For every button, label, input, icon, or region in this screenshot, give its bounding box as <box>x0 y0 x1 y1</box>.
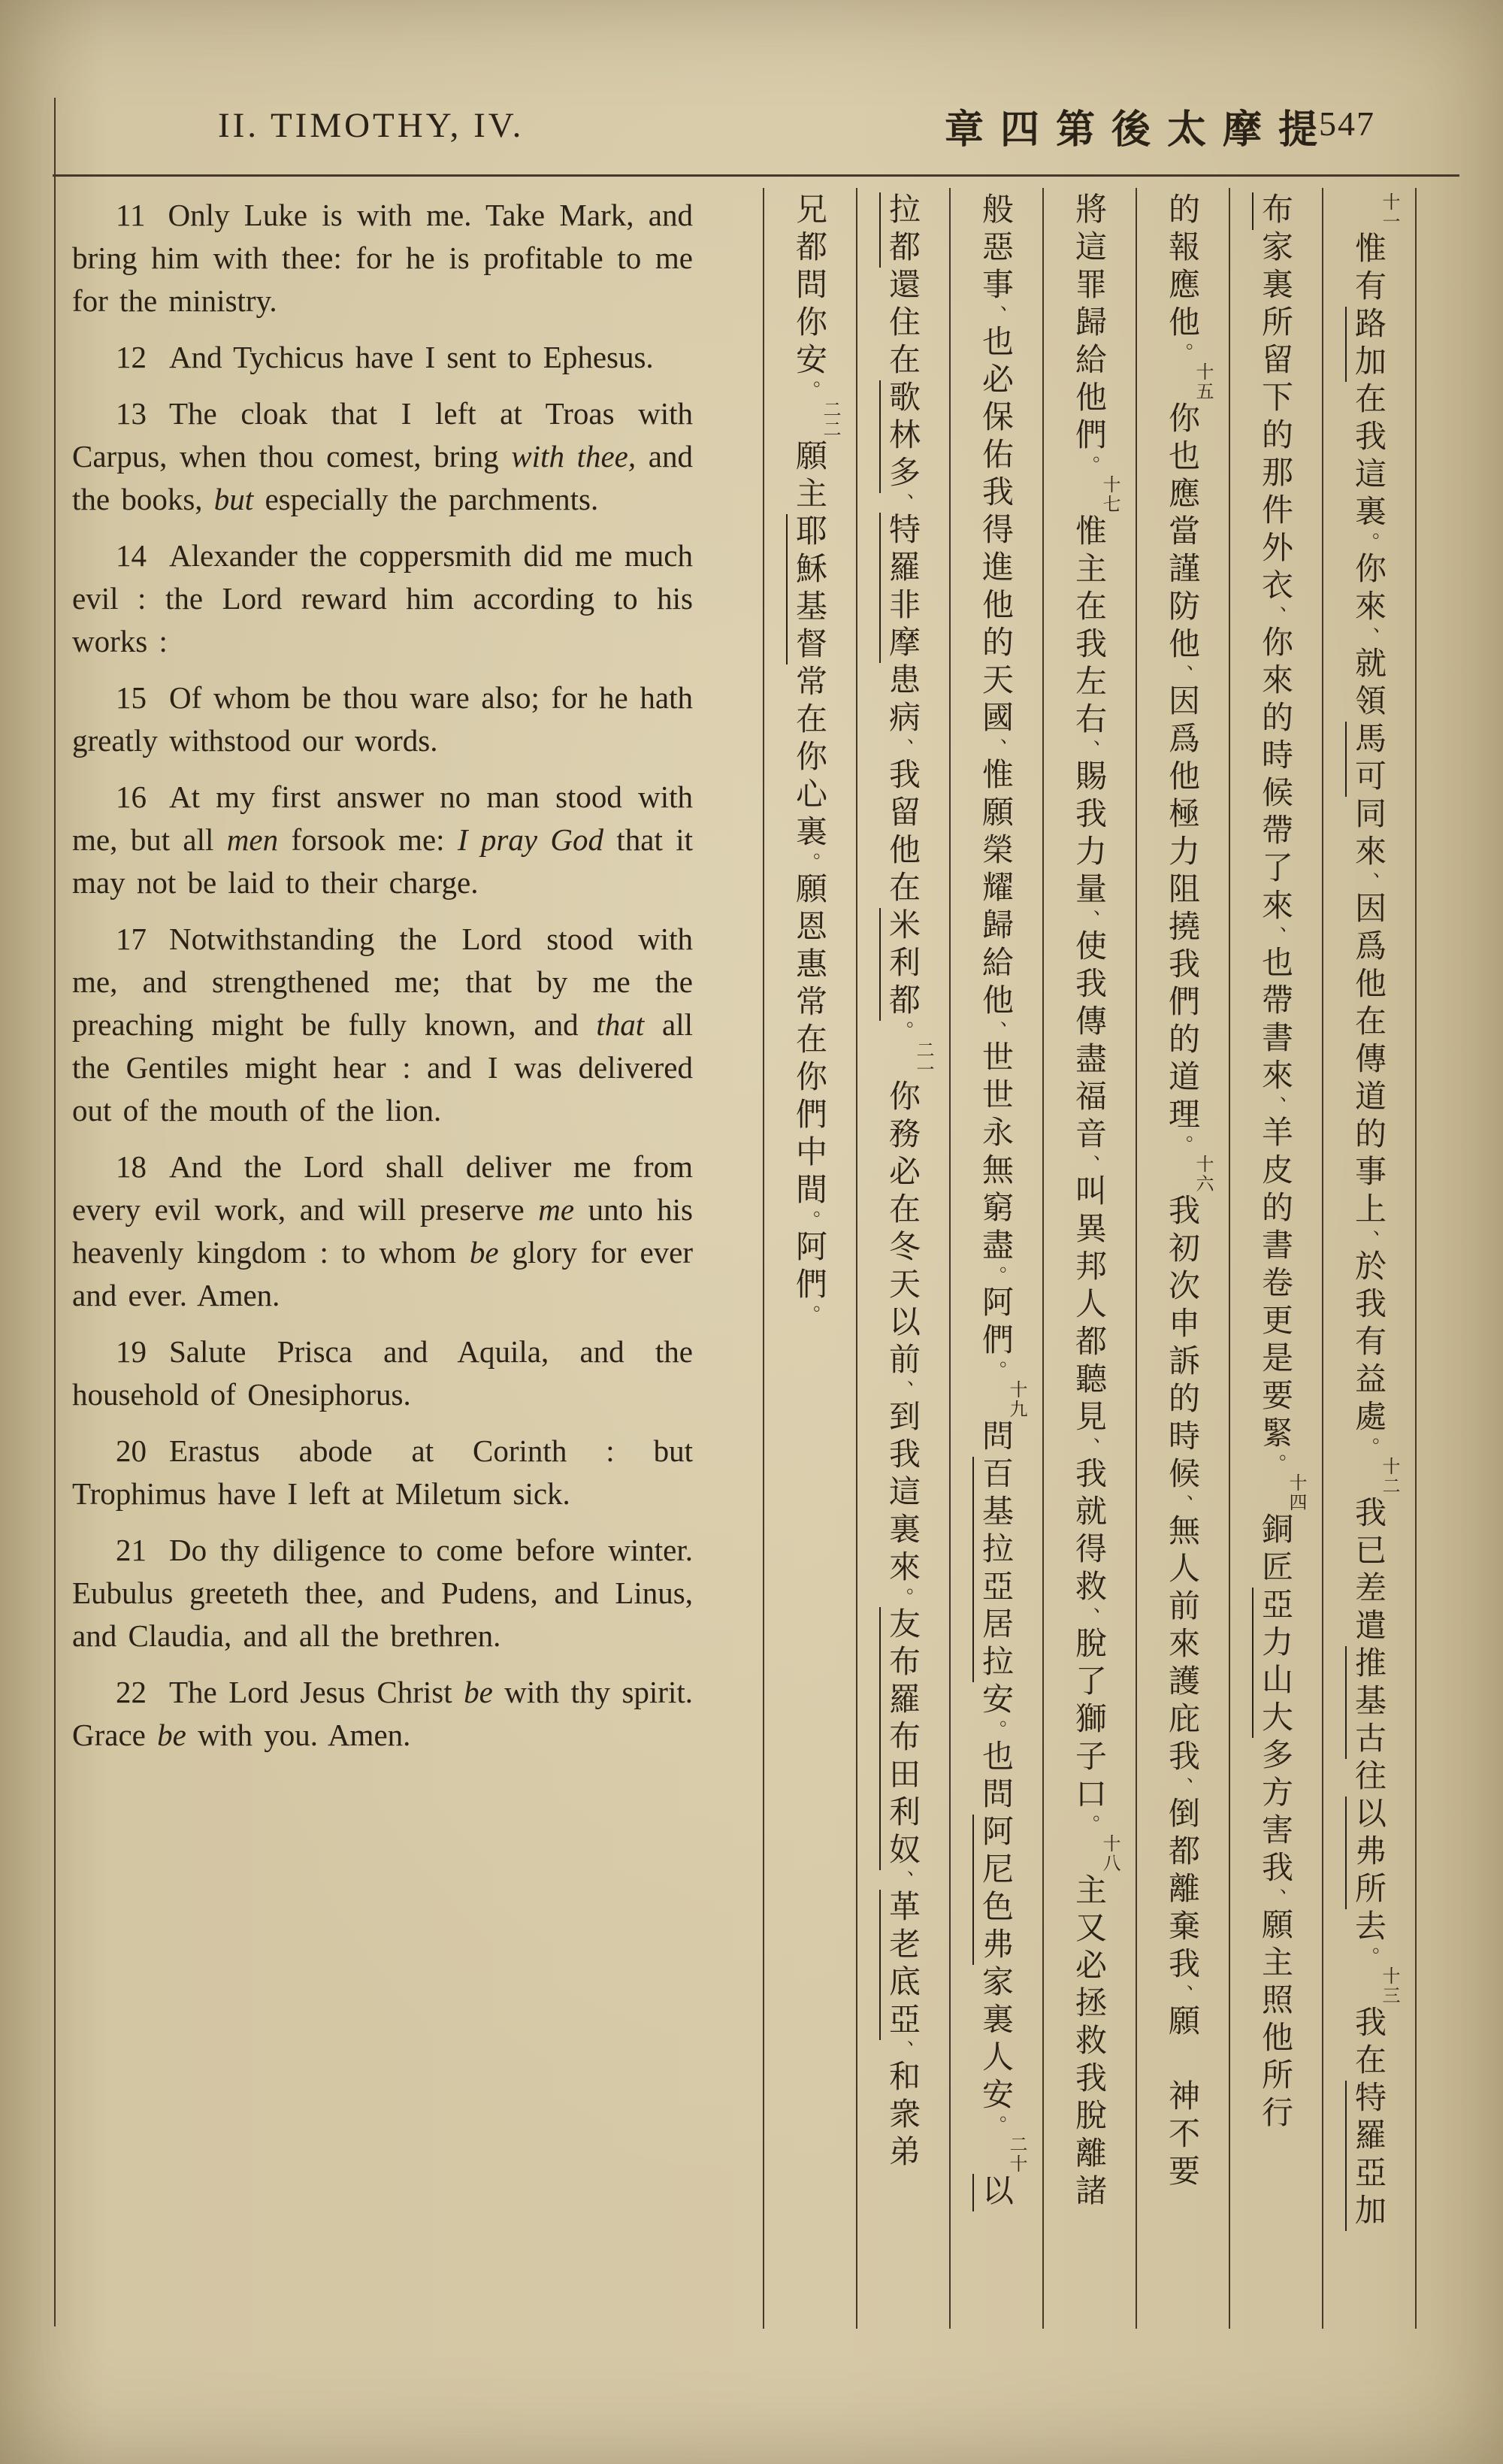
cjk-punctuation: 。 <box>891 1588 914 1607</box>
verse-text: Do thy diligence to come before winter. Eubulus greeteth thee, and Pudens, and Linus, and Claudia, and all the brethren. <box>72 1533 693 1653</box>
chinese-column-2: 布家裏所留下的那件外衣、你來的時候帶了來、也帶書來、羊皮的書卷更是要緊。十四銅匠亞力山大多方害我、願主照他所行 <box>1229 188 1322 2329</box>
proper-name-mark: 馬可 <box>1350 722 1387 797</box>
cjk-punctuation: 、 <box>1078 1437 1100 1457</box>
chinese-column-4: 將這罪歸給他們。十七惟主在我左右、賜我力量、使我傳盡福音、叫異邦人都聽見、我就得救、脫了獅子口。十八主又必拯救我脫離諸 <box>1042 188 1136 2329</box>
proper-name-mark: 利奴 <box>885 1795 921 1870</box>
proper-name-mark: 歌林多 <box>885 380 921 493</box>
verse-paragraph <box>72 392 693 521</box>
cjk-punctuation: 。 <box>1078 456 1100 475</box>
verse-number: 13 <box>116 396 147 431</box>
cjk-punctuation: 、 <box>1078 1155 1100 1174</box>
verse-number-marker: 十八 <box>1099 1834 1120 1873</box>
chinese-column-1: 十一惟有路加在我這裏。你來、就領馬可同來、因爲他在傳道的事上、於我有益處。十二我已差遣推基古往以弗所去。十三我在特羅亞加 <box>1322 188 1415 2329</box>
verse-number-marker: 十三 <box>1379 1966 1400 2005</box>
cjk-punctuation: 、 <box>1078 740 1100 759</box>
verse-paragraph <box>72 1529 693 1657</box>
cjk-punctuation: 。 <box>1171 343 1193 362</box>
cjk-punctuation: 、 <box>1264 1888 1287 1908</box>
verse-text: Notwithstanding the Lord stood with me, and strengthened me; that by me the preaching might be fully known, and that all the Gentiles might hear : and I was delivered out of the mouth of the lion. <box>72 922 693 1128</box>
cjk-punctuation: 、 <box>891 738 914 758</box>
verse-number-marker: 十九 <box>1006 1380 1027 1419</box>
left-margin-rule <box>54 98 56 2326</box>
cjk-punctuation: 。 <box>798 1305 821 1324</box>
verse-text: Alexander the coppersmith did me much evil : the Lord reward him according to his works : <box>72 538 693 658</box>
cjk-punctuation: 、 <box>1357 627 1380 646</box>
chinese-column-3: 的報應他。十五你也應當謹防他、因爲他極力阻撓我們的道理。十六我初次申訴的時候、無人前來護庇我、倒都離棄我、願 神不要 <box>1136 188 1229 2329</box>
cjk-punctuation: 、 <box>984 1021 1007 1040</box>
proper-name-mark: 亞力山大 <box>1257 1588 1294 1738</box>
verse-number-marker: 十四 <box>1286 1473 1307 1512</box>
chinese-text-columns <box>749 188 1417 2329</box>
proper-name-mark: 以弗所 <box>1350 1797 1387 1909</box>
verse-text: Only Luke is with me. Take Mark, and bring him with thee: for he is profitable to me for the ministry. <box>72 198 693 318</box>
cjk-punctuation: 。 <box>984 1361 1007 1380</box>
cjk-punctuation: 。 <box>984 1266 1007 1285</box>
verse-paragraph <box>72 1671 693 1757</box>
cjk-punctuation: 。 <box>798 852 821 872</box>
chinese-column-5: 般惡事、也必保佑我得進他的天國、惟願榮耀歸給他、世世永無窮盡。阿們。十九問百基拉亞居拉安。也問阿尼色弗家裏人安。二十以 <box>949 188 1042 2329</box>
proper-name-mark: 亞居拉 <box>978 1570 1015 1682</box>
verse-number: 17 <box>116 922 147 956</box>
cjk-punctuation: 、 <box>1171 664 1193 684</box>
verse-paragraph <box>72 1330 693 1416</box>
verse-number-marker: 十二 <box>1379 1457 1400 1496</box>
cjk-punctuation: 。 <box>1357 1947 1380 1966</box>
proper-name-mark: 拉都 <box>885 192 921 268</box>
chinese-column-7: 兄都問你安。二二願主耶穌基督常在你心裏。願恩惠常在你們中間。阿們。 <box>763 188 856 2329</box>
verse-paragraph <box>72 776 693 904</box>
proper-name-mark: 推基古 <box>1350 1646 1387 1759</box>
verse-number: 18 <box>116 1149 147 1184</box>
verse-text: And the Lord shall deliver me from every evil work, and will preserve me unto his heavenly kingdom : to whom be glory for ever and ever. Amen. <box>72 1149 693 1312</box>
cjk-punctuation: 、 <box>1078 910 1100 929</box>
proper-name-mark: 阿尼色弗 <box>978 1815 1015 1965</box>
verse-number-marker: 十六 <box>1193 1155 1214 1194</box>
cjk-punctuation: 。 <box>1078 1815 1100 1834</box>
chinese-column-6: 拉都還住在歌林多、特羅非摩患病、我留他在米利都。二一你務必在冬天以前、到我這裏來。友布羅布田利奴、革老底亞、和衆弟 <box>856 188 949 2329</box>
verse-number-marker: 二二 <box>820 400 841 439</box>
cjk-punctuation: 。 <box>798 380 821 400</box>
cjk-punctuation: 。 <box>1264 1454 1287 1473</box>
verse-paragraph <box>72 1430 693 1515</box>
cjk-punctuation: 、 <box>1264 926 1287 946</box>
cjk-punctuation: 、 <box>1171 1494 1193 1514</box>
cjk-punctuation: 、 <box>1171 1984 1193 2004</box>
cjk-punctuation: 。 <box>798 1210 821 1230</box>
header-title-chinese: 章四第後太摩提 <box>945 107 1335 153</box>
proper-name-mark: 革老底亞 <box>885 1890 921 2040</box>
verse-paragraph <box>72 1146 693 1317</box>
verse-number-marker: 十七 <box>1099 475 1120 514</box>
verse-number: 11 <box>116 198 146 232</box>
proper-name-mark: 百基拉 <box>978 1457 1015 1570</box>
cjk-punctuation: 、 <box>1264 606 1287 625</box>
verse-paragraph <box>72 677 693 762</box>
cjk-punctuation: 、 <box>1264 1096 1287 1115</box>
cjk-punctuation: 、 <box>891 493 914 513</box>
proper-name-mark: 布田 <box>885 1720 921 1795</box>
verse-text: Salute Prisca and Aquila, and the household of Onesiphorus. <box>72 1334 693 1412</box>
cjk-punctuation: 。 <box>1357 532 1380 552</box>
proper-name-mark: 友布羅 <box>885 1607 921 1720</box>
proper-name-mark: 特羅亞 <box>1350 2081 1387 2193</box>
cjk-punctuation: 。 <box>891 1021 914 1040</box>
page-header <box>54 96 1458 171</box>
cjk-punctuation: 。 <box>984 2115 1007 2135</box>
cjk-punctuation: 、 <box>891 2040 914 2060</box>
cjk-punctuation: 。 <box>1171 1135 1193 1155</box>
english-text-column <box>72 194 693 1770</box>
verse-paragraph <box>72 194 693 322</box>
verse-number: 16 <box>116 779 147 814</box>
proper-name-mark: 路加 <box>1350 307 1387 382</box>
verse-number-marker: 二一 <box>913 1040 934 1079</box>
verse-number: 20 <box>116 1433 147 1468</box>
verse-text: At my first answer no man stood with me, but all men forsook me: I pray God that it may not be laid to their charge. <box>72 779 693 900</box>
verse-text: And Tychicus have I sent to Ephesus. <box>169 340 654 374</box>
verse-number: 12 <box>116 340 147 374</box>
verse-number: 14 <box>116 538 147 573</box>
verse-number: 19 <box>116 1334 147 1369</box>
cjk-punctuation: 、 <box>984 305 1007 325</box>
proper-name-mark: 加 <box>1350 2193 1387 2231</box>
verse-text: Erastus abode at Corinth : but Trophimus have I left at Miletum sick. <box>72 1433 693 1511</box>
verse-paragraph <box>72 534 693 663</box>
verse-number: 15 <box>116 680 147 715</box>
cjk-punctuation: 。 <box>1357 1437 1380 1457</box>
verse-number-marker: 十五 <box>1193 362 1214 401</box>
cjk-punctuation: 、 <box>1357 1230 1380 1249</box>
verse-text: The cloak that I left at Troas with Carpus, when thou comest, bring with thee, and the books, but especially the parchments. <box>72 396 693 516</box>
proper-name-mark: 米利都 <box>885 908 921 1021</box>
cjk-punctuation: 、 <box>891 1870 914 1890</box>
page-number: 547 <box>1319 104 1375 143</box>
verse-paragraph <box>72 336 693 379</box>
cjk-punctuation: 、 <box>1171 1777 1193 1797</box>
verse-number-marker: 十一 <box>1379 192 1400 232</box>
cjk-punctuation: 、 <box>1078 1607 1100 1627</box>
verse-text: Of whom be thou ware also; for he hath greatly withstood our words. <box>72 680 693 758</box>
cjk-punctuation: 。 <box>984 1720 1007 1739</box>
proper-name-mark: 以 <box>978 2174 1015 2211</box>
cjk-punctuation: 、 <box>984 738 1007 758</box>
verse-number: 21 <box>116 1533 147 1567</box>
verse-number-marker: 二十 <box>1006 2135 1027 2174</box>
proper-name-mark: 特羅非摩 <box>885 513 921 663</box>
verse-paragraph <box>72 918 693 1132</box>
cjk-punctuation: 、 <box>891 1380 914 1400</box>
cjk-punctuation: 、 <box>1357 872 1380 891</box>
header-title-english: II. TIMOTHY, IV. <box>218 106 525 145</box>
verse-text: The Lord Jesus Christ be with thy spirit. Grace be with you. Amen. <box>72 1675 693 1752</box>
header-rule <box>53 174 1459 177</box>
proper-name-mark: 布 <box>1257 192 1294 230</box>
proper-name-mark: 耶穌基督 <box>791 514 828 664</box>
verse-number: 22 <box>116 1675 147 1709</box>
